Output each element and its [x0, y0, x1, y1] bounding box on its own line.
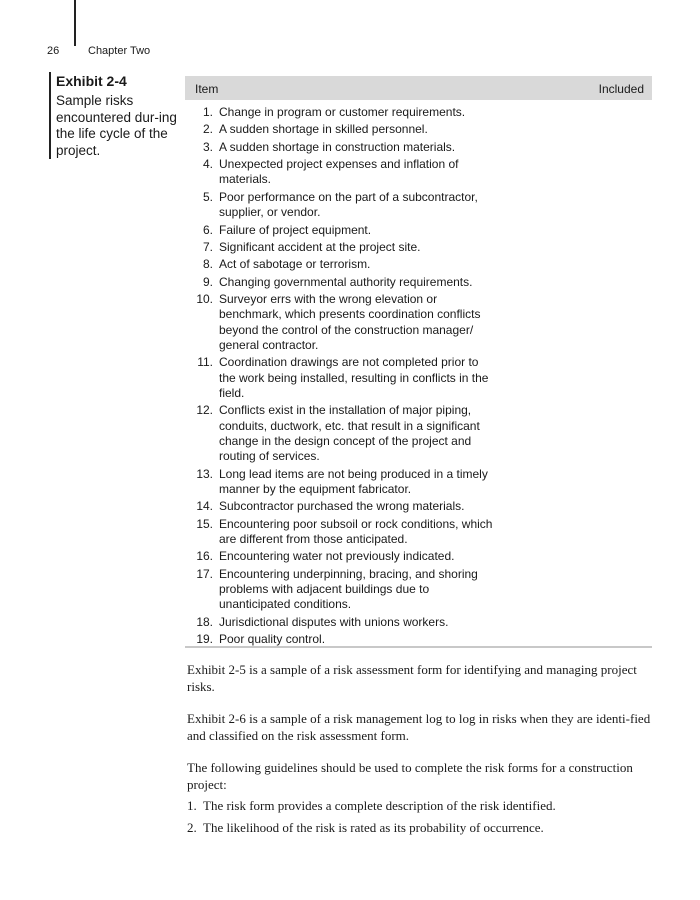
- risk-text: Poor performance on the part of a subcontractor, supplier, or vendor.: [219, 189, 478, 220]
- risk-number: 2.: [202, 122, 213, 137]
- body-paragraph: Exhibit 2-6 is a sample of a risk management log to log in risks when they are identi-fied and classified on the risk assessment form.: [187, 711, 651, 743]
- risk-item: [185, 615, 652, 630]
- risk-number: 18.: [196, 614, 213, 629]
- risk-number: 17.: [196, 566, 213, 581]
- risk-number: 5.: [202, 189, 213, 204]
- risk-number: 10.: [196, 292, 213, 307]
- guideline-item: [187, 798, 655, 814]
- risk-text: Change in program or customer requirements.: [219, 105, 466, 119]
- risk-number: 9.: [202, 274, 213, 289]
- column-header-item: Item: [195, 82, 219, 96]
- column-header-included: Included: [598, 82, 644, 96]
- guideline-item: [187, 820, 655, 836]
- risk-item: [185, 223, 652, 238]
- exhibit-caption: [49, 72, 184, 159]
- risk-item: [185, 517, 652, 548]
- risk-item: [185, 157, 652, 188]
- risk-text: Conflicts exist in the installation of major piping, conduits, ductwork, etc. that result in a significant change in the design concept of the project and routing of services.: [219, 403, 480, 464]
- risk-item: [185, 140, 652, 155]
- risk-text: Unexpected project expenses and inflation of materials.: [219, 157, 459, 187]
- risk-text: Subcontractor purchased the wrong materials.: [219, 499, 465, 514]
- risk-number: 19.: [196, 632, 213, 647]
- risk-text: Jurisdictional disputes with unions workers.: [219, 614, 449, 629]
- risk-item: [185, 467, 652, 498]
- risk-list: [185, 105, 652, 650]
- risk-number: 7.: [202, 239, 213, 254]
- risk-item: [185, 275, 652, 290]
- risk-text: Surveyor errs with the wrong elevation or benchmark, which presents coordination conflicts beyond the control of the construction manager/ general contractor.: [219, 292, 481, 352]
- body-paragraph: Exhibit 2-5 is a sample of a risk assessment form for identifying and managing project risks.: [187, 662, 637, 694]
- risk-item: [185, 122, 652, 137]
- risk-number: 13.: [196, 466, 213, 481]
- risk-number: 16.: [196, 549, 213, 564]
- risk-item: [185, 190, 652, 221]
- risk-text: Long lead items are not being produced in a timely manner by the equipment fabricator.: [219, 466, 488, 496]
- risk-number: 1.: [202, 105, 213, 119]
- header-rule: [74, 0, 76, 46]
- risk-text: A sudden shortage in skilled personnel.: [219, 122, 428, 137]
- guideline-text: The likelihood of the risk is rated as its probability of occurrence.: [203, 820, 544, 835]
- risk-number: 11.: [197, 355, 213, 370]
- risk-text: Coordination drawings are not completed prior to the work being installed, resulting in conflicts in the field.: [219, 355, 489, 400]
- risk-number: 12.: [196, 403, 213, 418]
- risk-text: Act of sabotage or terrorism.: [219, 257, 371, 272]
- risk-number: 14.: [196, 499, 213, 514]
- guideline-number: 1.: [187, 798, 197, 813]
- risk-item: [185, 499, 652, 514]
- risk-number: 8.: [202, 257, 213, 272]
- risk-text: Encountering water not previously indicated.: [219, 549, 455, 564]
- risk-text: A sudden shortage in construction materials.: [219, 139, 456, 154]
- risk-text: Encountering poor subsoil or rock conditions, which are different from those anticipated.: [219, 516, 493, 547]
- risk-item: [185, 355, 652, 401]
- guideline-text: The risk form provides a complete description of the risk identified.: [203, 798, 556, 813]
- risk-number: 15.: [196, 516, 213, 531]
- table-header: [185, 76, 652, 100]
- body-paragraph: The following guidelines should be used to complete the risk forms for a construction project:: [187, 760, 633, 792]
- risk-text: Significant accident at the project site.: [219, 239, 421, 254]
- exhibit-title: Exhibit 2-4: [56, 73, 127, 89]
- table-bottom-rule: [185, 646, 652, 648]
- risk-number: 6.: [202, 222, 213, 237]
- risk-item: [185, 292, 652, 353]
- risk-text: Encountering underpinning, bracing, and shoring problems with adjacent buildings due to unanticipated conditions.: [219, 566, 478, 612]
- page-number: 26: [47, 45, 60, 57]
- guidelines-list: [187, 798, 655, 842]
- risk-item: [185, 105, 652, 120]
- risk-text: Poor quality control.: [219, 632, 326, 647]
- risk-text: Failure of project equipment.: [219, 222, 372, 237]
- risk-number: 4.: [202, 157, 213, 172]
- chapter-title: Chapter Two: [88, 45, 151, 57]
- risk-item: [185, 257, 652, 272]
- risk-number: 3.: [202, 139, 213, 154]
- risk-text: Changing governmental authority requirements.: [219, 274, 473, 289]
- risk-item: [185, 549, 652, 564]
- exhibit-description: Sample risks encountered dur-ing the life cycle of the project.: [56, 93, 177, 158]
- guideline-number: 2.: [187, 820, 197, 835]
- risk-item: [185, 403, 652, 464]
- risk-item: [185, 567, 652, 613]
- risk-item: [185, 240, 652, 255]
